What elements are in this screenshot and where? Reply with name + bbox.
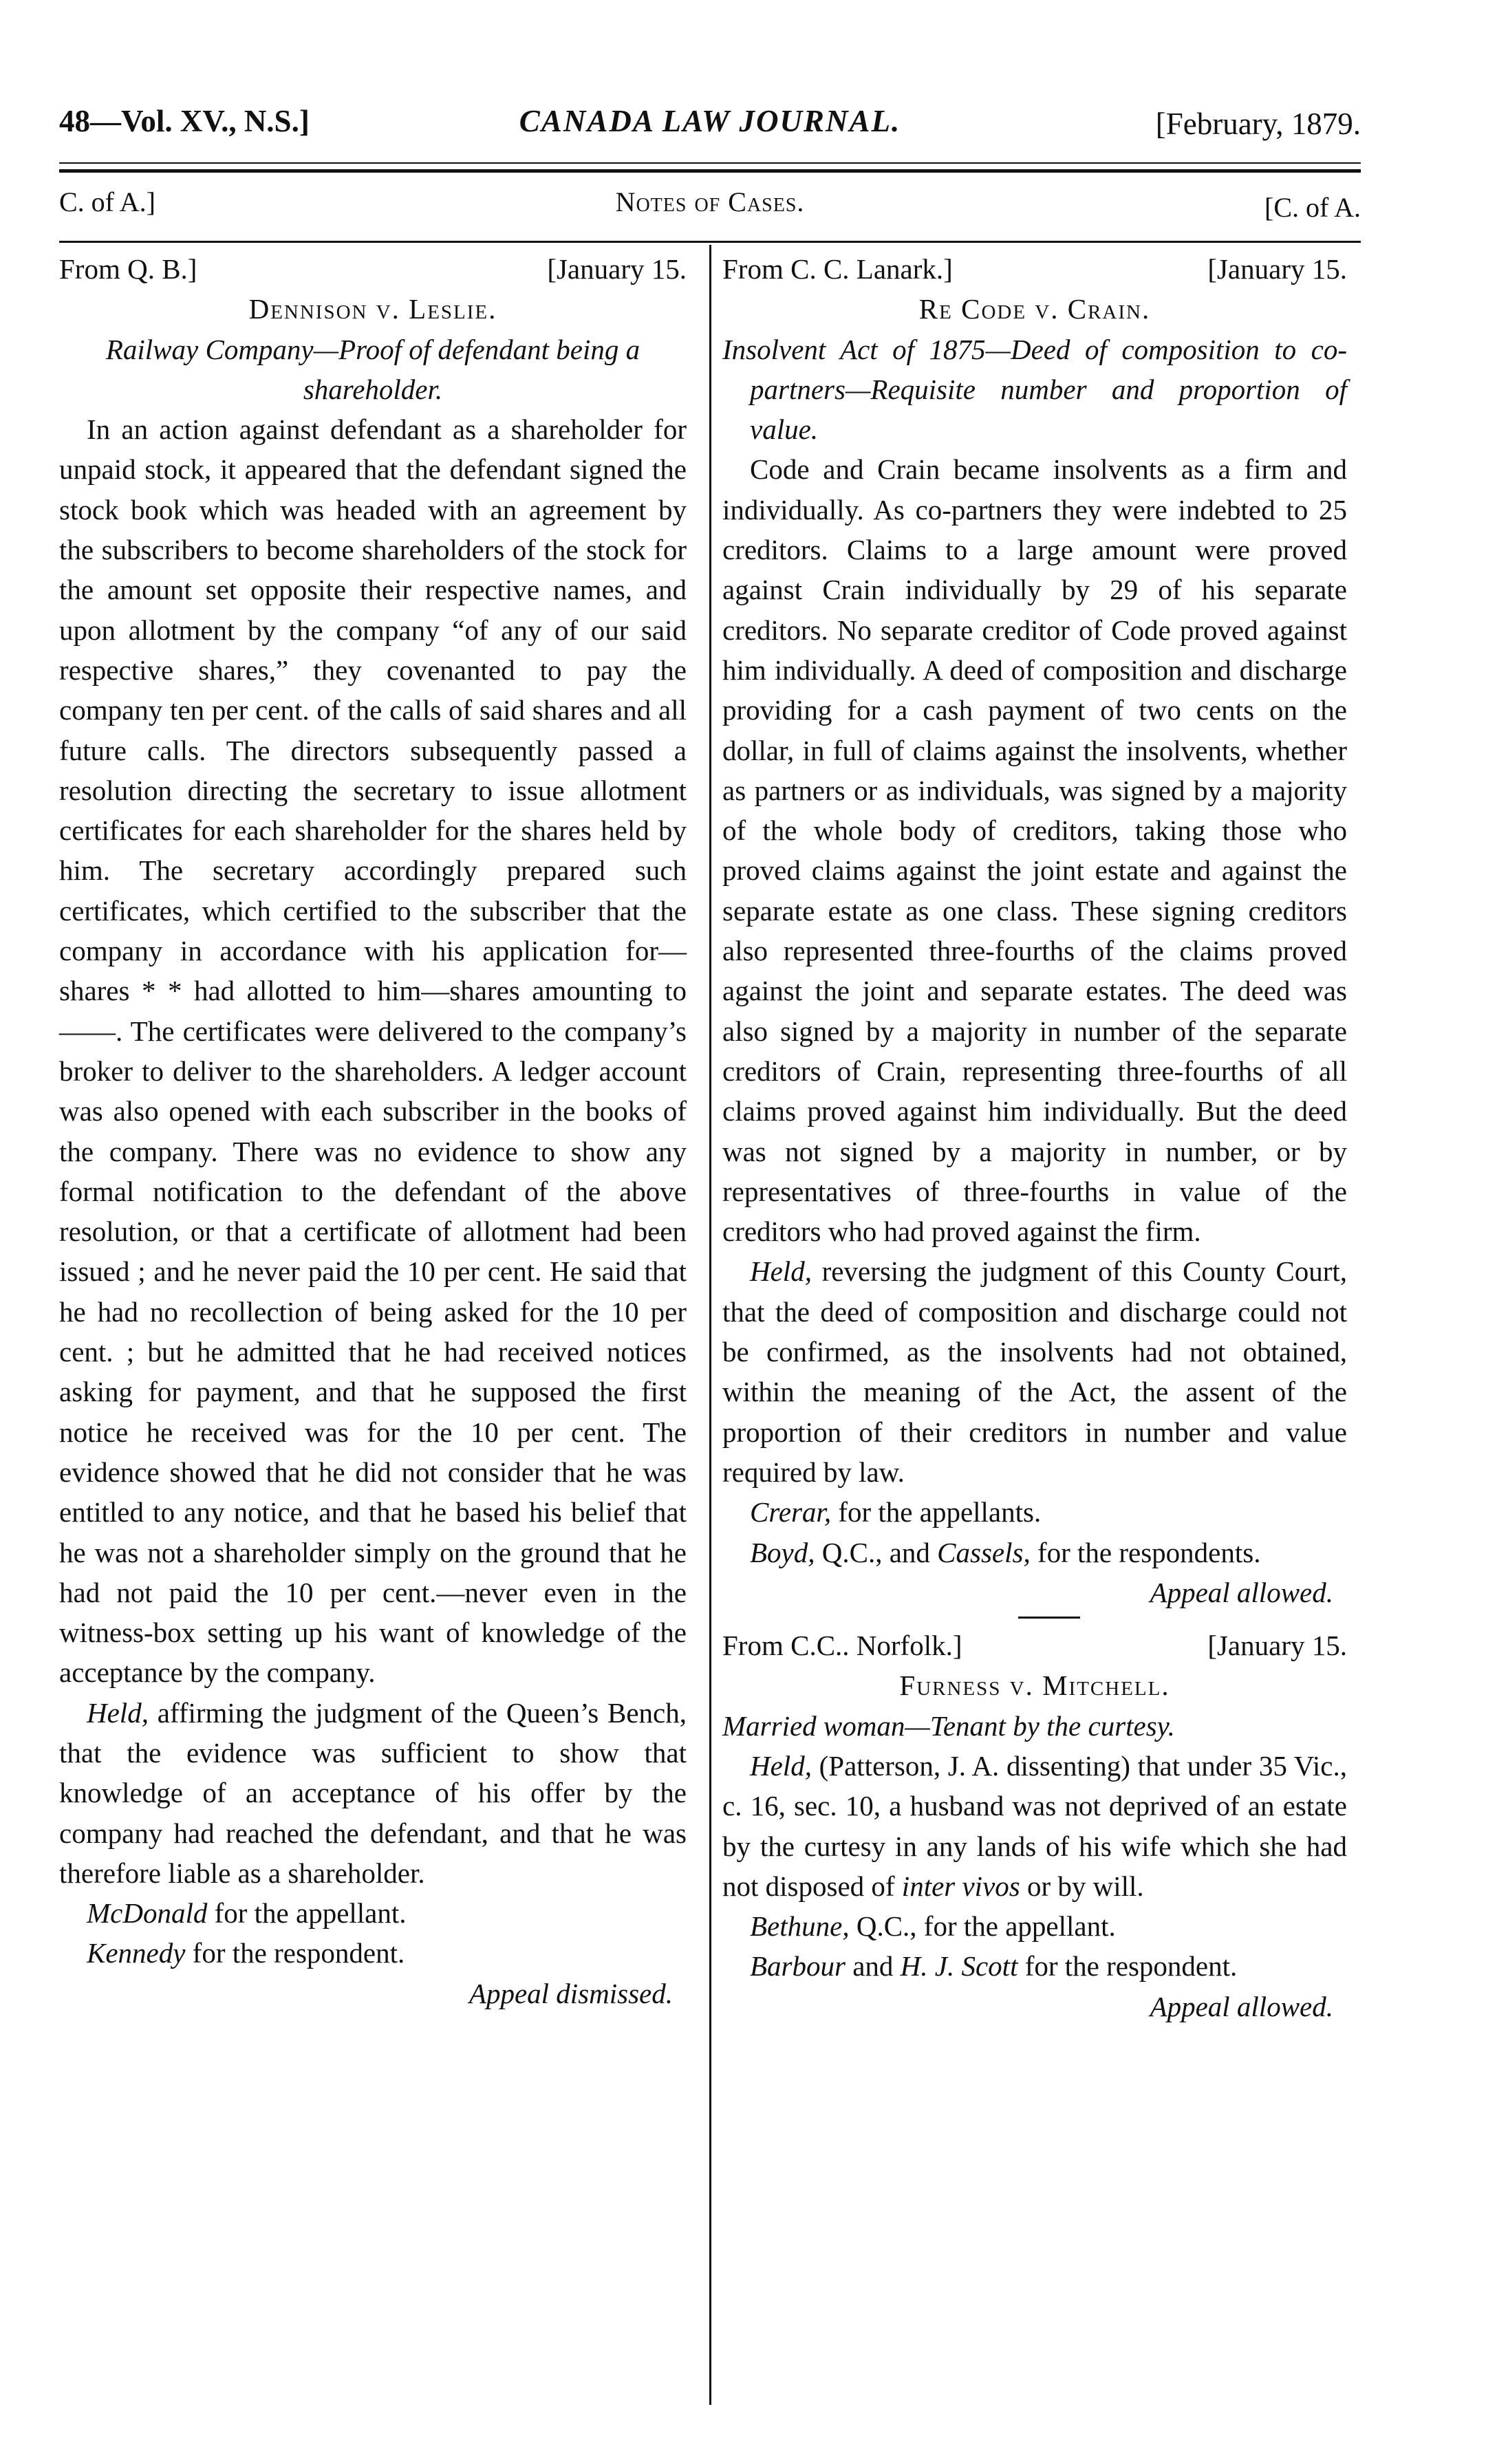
journal-title: CANADA LAW JOURNAL. — [519, 104, 901, 138]
counsel-name: Crerar, — [750, 1496, 832, 1528]
volume-label: 48—Vol. XV., N.S.] — [59, 104, 310, 138]
header-rule-thin — [59, 162, 1361, 164]
counsel-appellant — [59, 1893, 687, 1933]
court-label-right: [C. of A. — [1264, 192, 1361, 223]
case-result: Appeal allowed. — [1150, 1990, 1333, 2022]
counsel-name: Barbour — [750, 1950, 846, 1982]
counsel-respondent — [59, 1933, 687, 1973]
holding-text-end: or by will. — [1026, 1870, 1144, 1902]
case-origin-line — [722, 249, 1347, 289]
case-origin-line — [722, 1625, 1347, 1665]
header-rule-thick — [59, 169, 1361, 173]
case-court: From Q. B.] — [59, 253, 197, 285]
holding-text: (Patterson, J. A. dissenting) that under 35 Vic., c. 16, sec. 10, a husband was not deprived of an estate by the curtesy in any lands of his wife which she had not disposed of — [722, 1749, 1347, 1902]
right-column — [722, 249, 1347, 2027]
counsel-role: for the respondent. — [192, 1937, 405, 1969]
case-court: From C. C. Lanark.] — [722, 253, 953, 285]
left-column — [59, 249, 687, 2013]
case-title: Dennison v. Leslie. — [248, 293, 497, 325]
case-date: [January 15. — [1207, 1630, 1347, 1662]
counsel-name: McDonald — [87, 1897, 208, 1930]
counsel-name: Bethune, — [750, 1910, 850, 1943]
section-header — [59, 183, 1361, 224]
counsel-role: Q.C., for the appellant. — [856, 1910, 1116, 1943]
case-origin-line — [59, 249, 687, 289]
case-title: Furness v. Mitchell. — [899, 1669, 1170, 1702]
case-body: Code and Crain became insolvents as a firm and individually. As co-partners they were indebted to 25 creditors. Claims to a large amount were proved against Crain individually by 29 of his separate creditors. No separate creditor of Code proved against him individually. A deed of composition and discharge providing for a cash payment of two cents on the dollar, in full of claims against the insolvents, whether as partners or as individuals, was signed by a majority of the whole body of creditors, taking those who proved claims against the joint estate and against the separate estate as one class. These signing creditors also represented three-fourths of the claims proved against the joint and separate estates. The deed was also signed by a majority in number of the separate creditors of Crain, representing three-fourths of all claims proved against him individually. But the deed was not signed by a majority in number, or by representatives of three-fourths in value of the creditors who had proved against the firm. — [722, 453, 1347, 1248]
counsel-name: H. J. Scott — [900, 1950, 1018, 1982]
issue-date: [February, 1879. — [1155, 107, 1361, 141]
holding-text: affirming the judgment of the Queen’s Bench, that the evidence was sufficient to show that knowledge of an acceptance of his offer by the company had reached the defendant, and that he was therefore liable as a shareholder. — [59, 1696, 687, 1889]
counsel-role: for the respondent. — [1024, 1950, 1238, 1982]
counsel-respondent — [722, 1533, 1347, 1573]
counsel-appellant — [722, 1492, 1347, 1532]
latin-phrase: inter vivos — [901, 1870, 1020, 1902]
counsel-name: Cassels, — [937, 1536, 1031, 1568]
held-word: Held, — [87, 1696, 149, 1729]
held-word: Held, — [750, 1255, 812, 1288]
counsel-role: for the appellant. — [214, 1897, 407, 1930]
running-header — [59, 103, 1361, 153]
case-headnote: Railway Company—Proof of defendant being a shareholder. — [105, 333, 640, 405]
case-result: Appeal allowed. — [1150, 1576, 1333, 1608]
case-title: Re Code v. Crain. — [918, 293, 1151, 325]
case-separator — [1018, 1617, 1080, 1619]
case-result: Appeal dismissed. — [469, 1977, 673, 2009]
counsel-role: and — [852, 1950, 894, 1982]
case-body: In an action against defendant as a shareholder for unpaid stock, it appeared that the defendant signed the stock book which was headed with an agreement by the subscribers to become shareholders of the stock for the amount set opposite their respective names, and upon allotment by the company “of any of our said respective shares,” they covenanted to pay the company ten per cent. of the calls of said shares and all future calls. The directors subsequently passed a resolution directing the secretary to issue allotment certificates for each shareholder for the shares held by him. The secretary accordingly prepared such certificates, which certified to the subscriber that the company in accordance with his application for—shares * * had allotted to him—shares amounting to ——. The certificates were delivered to the company’s broker to deliver to the shareholders. A ledger account was also opened with each subscriber in the books of the company. There was no evidence to show any formal notification to the defendant of the above resolution, or that a certificate of allotment had been issued ; and he never paid the 10 per cent. He said that he had no recollection of being asked for the 10 per cent. ; but he admitted that he had received notices asking for payment, and that he supposed the first notice he received was for the 10 per cent. The evidence showed that he did not consider that he was entitled to any notice, and that he based his belief that he was not a shareholder simply on the ground that he had not paid the 10 per cent.—never even in the witness-box setting up his want of knowledge of the acceptance by the company. — [59, 413, 687, 1689]
case-court: From C.C.. Norfolk.] — [722, 1630, 962, 1662]
section-title: Notes of Cases. — [615, 186, 805, 217]
counsel-role: for the respondents. — [1037, 1536, 1261, 1568]
counsel-role: Q.C., and — [821, 1536, 930, 1568]
case-holding — [722, 1746, 1347, 1906]
counsel-role: for the appellants. — [838, 1496, 1042, 1528]
held-word: Held, — [750, 1749, 812, 1782]
case-date: [January 15. — [547, 253, 687, 285]
case-headnote: Insolvent Act of 1875—Deed of composition to co-partners—Requisite number and proportion of value. — [722, 333, 1347, 446]
counsel-appellant — [722, 1906, 1347, 1946]
case-date: [January 15. — [1207, 253, 1347, 285]
case-holding — [722, 1251, 1347, 1492]
case-holding — [59, 1693, 687, 1893]
column-divider — [709, 245, 711, 2405]
case-headnote: Married woman—Tenant by the curtesy. — [722, 1709, 1175, 1742]
section-rule — [59, 241, 1361, 243]
counsel-name: Kennedy — [87, 1937, 186, 1969]
holding-text: reversing the judgment of this County Court, that the deed of composition and discharge could not be confirmed, as the insolvents had not obtained, within the meaning of the Act, the assent of the proportion of their creditors in number and value required by law. — [722, 1255, 1348, 1488]
counsel-respondent — [722, 1946, 1347, 1986]
court-label-left: C. of A.] — [59, 186, 155, 217]
counsel-name: Boyd, — [750, 1536, 815, 1568]
